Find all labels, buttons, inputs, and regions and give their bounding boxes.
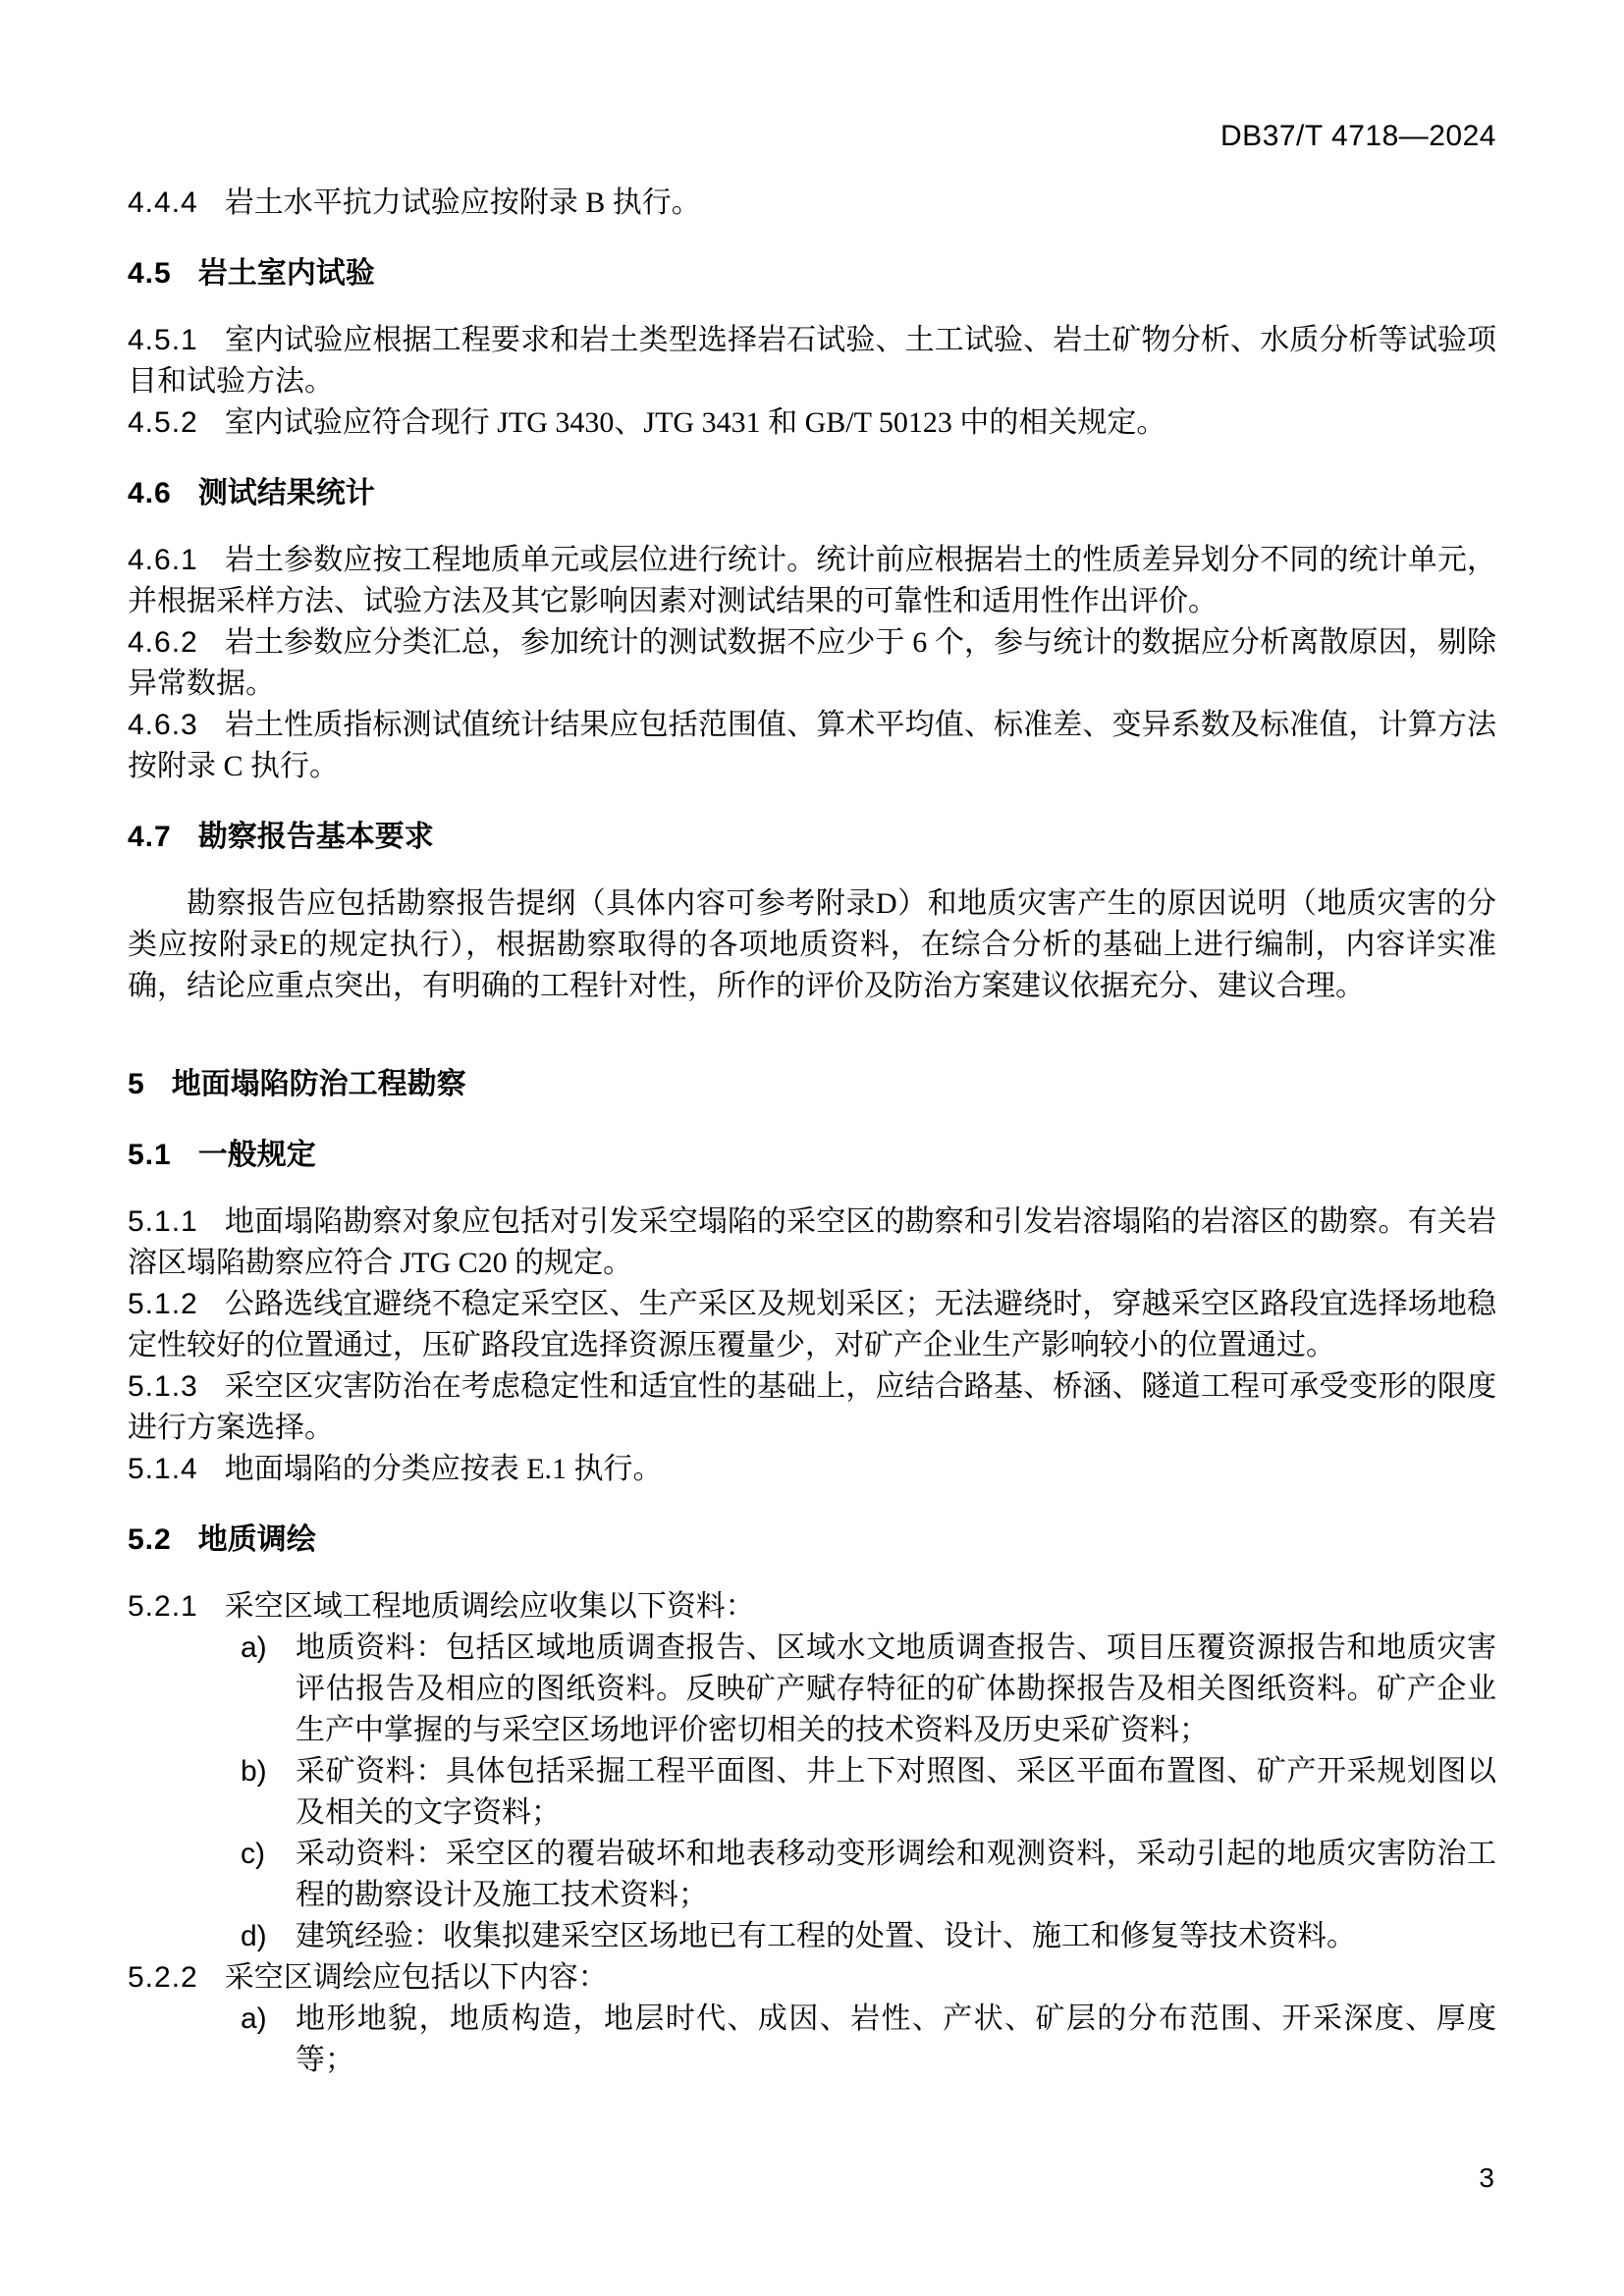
heading-title: 勘察报告基本要求 bbox=[197, 821, 434, 853]
clause-text: 采空区域工程地质调绘应收集以下资料： bbox=[224, 1590, 755, 1623]
heading bbox=[128, 1520, 1496, 1561]
heading-title: 岩土室内试验 bbox=[197, 257, 375, 290]
paragraph-text: 勘察报告应包括勘察报告提纲（具体内容可参考附录D）和地质灾害产生的原因说明（地质灾害的分类应按附录E的规定执行），根据勘察取得的各项地质资料，在综合分析的基础上进行编制，内容详实准确，结论应重点突出，有明确的工程针对性，所作的评价及防治方案建议依据充分、建议合理。 bbox=[128, 887, 1496, 1002]
list-item bbox=[128, 1751, 1496, 1834]
clause-number: 5.2.1 bbox=[128, 1590, 198, 1623]
clause bbox=[128, 1449, 1496, 1490]
standard-code-header: DB37/T 4718—2024 bbox=[1220, 120, 1496, 152]
list-item bbox=[128, 1834, 1496, 1916]
clause-number: 5.1.1 bbox=[128, 1205, 198, 1238]
heading bbox=[128, 253, 1496, 294]
clause-number: 5.1.4 bbox=[128, 1453, 198, 1485]
list-item-marker: d) bbox=[241, 1920, 267, 1952]
clause-text: 岩土性质指标测试值统计结果应包括范围值、算术平均值、标准差、变异系数及标准值，计算方法按附录 C 执行。 bbox=[128, 709, 1496, 782]
clause-text: 地面塌陷的分类应按表 E.1 执行。 bbox=[224, 1453, 663, 1485]
clause bbox=[128, 402, 1496, 444]
clause bbox=[128, 1284, 1496, 1366]
clause-number: 4.6.1 bbox=[128, 544, 198, 576]
document-body bbox=[128, 183, 1496, 2081]
clause bbox=[128, 1366, 1496, 1449]
chapter-number: 5 bbox=[128, 1068, 145, 1100]
list-item-text: 采动资料：采空区的覆岩破坏和地表移动变形调绘和观测资料，采动引起的地质灾害防治工程的勘察设计及施工技术资料； bbox=[296, 1838, 1496, 1911]
heading-title: 测试结果统计 bbox=[197, 477, 375, 509]
list-item-text: 地形地貌，地质构造，地层时代、成因、岩性、产状、矿层的分布范围、开采深度、厚度等； bbox=[296, 2002, 1496, 2076]
para bbox=[128, 883, 1496, 1007]
heading bbox=[128, 1135, 1496, 1176]
clause bbox=[128, 320, 1496, 402]
list-item bbox=[128, 1916, 1496, 1957]
heading-title: 地质调绘 bbox=[197, 1523, 316, 1556]
clause-number: 4.6.2 bbox=[128, 626, 198, 659]
clause-number: 4.4.4 bbox=[128, 187, 198, 219]
heading-title: 一般规定 bbox=[197, 1139, 316, 1171]
clause-number: 4.5.1 bbox=[128, 324, 198, 356]
heading-number: 4.7 bbox=[128, 821, 172, 853]
heading-number: 4.5 bbox=[128, 257, 172, 290]
heading bbox=[128, 473, 1496, 514]
clause-text: 室内试验应符合现行 JTG 3430、JTG 3431 和 GB/T 50123 中的相关规定。 bbox=[224, 406, 1166, 439]
list-item-marker: a) bbox=[241, 2002, 267, 2035]
clause bbox=[128, 705, 1496, 787]
list-item bbox=[128, 1628, 1496, 1751]
clause-text: 地面塌陷勘察对象应包括对引发采空塌陷的采空区的勘察和引发岩溶塌陷的岩溶区的勘察。有关岩溶区塌陷勘察应符合 JTG C20 的规定。 bbox=[128, 1205, 1496, 1279]
list-item-text: 采矿资料：具体包括采掘工程平面图、井上下对照图、采区平面布置图、矿产开采规划图以及相关的文字资料； bbox=[296, 1755, 1496, 1829]
list-item-marker: b) bbox=[241, 1755, 267, 1788]
clause bbox=[128, 540, 1496, 622]
chapter bbox=[128, 1064, 1496, 1105]
clause-text: 岩土参数应分类汇总，参加统计的测试数据不应少于 6 个，参与统计的数据应分析离散原因，剔除异常数据。 bbox=[128, 626, 1496, 700]
clause-text: 岩土参数应按工程地质单元或层位进行统计。统计前应根据岩土的性质差异划分不同的统计单元，并根据采样方法、试验方法及其它影响因素对测试结果的可靠性和适用性作出评价。 bbox=[128, 544, 1496, 617]
heading-number: 4.6 bbox=[128, 477, 172, 509]
clause bbox=[128, 1957, 1496, 1999]
clause-text: 岩土水平抗力试验应按附录 B 执行。 bbox=[224, 187, 701, 219]
clause-number: 5.1.3 bbox=[128, 1370, 198, 1403]
clause-text: 采空区调绘应包括以下内容： bbox=[224, 1961, 608, 1994]
clause-text: 室内试验应根据工程要求和岩土类型选择岩石试验、土工试验、岩土矿物分析、水质分析等试验项目和试验方法。 bbox=[128, 324, 1496, 398]
clause-text: 公路选线宜避绕不稳定采空区、生产采区及规划采区；无法避绕时，穿越采空区路段宜选择场地稳定性较好的位置通过，压矿路段宜选择资源压覆量少，对矿产企业生产影响较小的位置通过。 bbox=[128, 1288, 1496, 1362]
clause bbox=[128, 183, 1496, 224]
clause-text: 采空区灾害防治在考虑稳定性和适宜性的基础上，应结合路基、桥涵、隧道工程可承受变形的限度进行方案选择。 bbox=[128, 1370, 1496, 1444]
clause bbox=[128, 1201, 1496, 1284]
list-item bbox=[128, 1999, 1496, 2081]
clause bbox=[128, 1586, 1496, 1628]
heading-number: 5.2 bbox=[128, 1523, 172, 1556]
list-item-text: 建筑经验：收集拟建采空区场地已有工程的处置、设计、施工和修复等技术资料。 bbox=[296, 1920, 1356, 1952]
list-item-marker: c) bbox=[241, 1838, 265, 1870]
heading-number: 5.1 bbox=[128, 1139, 172, 1171]
clause-number: 4.5.2 bbox=[128, 406, 198, 439]
page-number: 3 bbox=[1479, 2163, 1494, 2193]
chapter-title: 地面塌陷防治工程勘察 bbox=[171, 1068, 466, 1100]
clause bbox=[128, 622, 1496, 705]
clause-number: 5.2.2 bbox=[128, 1961, 198, 1994]
list-item-marker: a) bbox=[241, 1631, 267, 1664]
clause-number: 4.6.3 bbox=[128, 709, 198, 741]
clause-number: 5.1.2 bbox=[128, 1288, 198, 1320]
list-item-text: 地质资料：包括区域地质调查报告、区域水文地质调查报告、项目压覆资源报告和地质灾害评估报告及相应的图纸资料。反映矿产赋存特征的矿体勘探报告及相关图纸资料。矿产企业生产中掌握的与采空区场地评价密切相关的技术资料及历史采矿资料； bbox=[296, 1631, 1496, 1746]
heading bbox=[128, 817, 1496, 858]
